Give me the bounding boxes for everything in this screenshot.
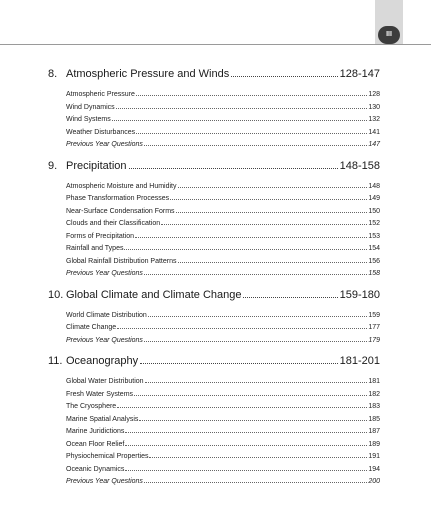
toc-entry[interactable] — [66, 391, 380, 404]
dot-leader — [117, 407, 367, 408]
entry-page: 130 — [368, 103, 380, 111]
toc-entry[interactable] — [66, 141, 380, 154]
entry-label: Physiochemical Properties — [66, 453, 149, 460]
chapter-heading[interactable] — [48, 289, 380, 308]
entry-label: World Climate Distribution — [66, 311, 147, 319]
entry-list — [66, 183, 380, 283]
page-number-badge: III — [378, 26, 400, 44]
entry-label: Ocean Floor Relief — [66, 440, 125, 448]
toc-entry[interactable] — [66, 104, 380, 117]
entry-list — [66, 312, 380, 350]
entry-label: Atmospheric Pressure — [66, 91, 135, 98]
chapter-number: 11. — [48, 355, 63, 367]
toc-entry[interactable] — [66, 378, 380, 391]
entry-page: 159 — [368, 311, 380, 319]
chapter-title: Oceanography — [66, 355, 139, 367]
toc-entry[interactable] — [66, 403, 380, 416]
entry-page: 156 — [368, 257, 380, 265]
entry-page: 179 — [368, 336, 380, 344]
toc-entry[interactable] — [66, 208, 380, 221]
dot-leader — [178, 262, 368, 263]
entry-page: 149 — [368, 195, 380, 202]
entry-page: 187 — [368, 428, 380, 435]
dot-leader — [136, 133, 367, 134]
entry-page: 153 — [368, 232, 380, 240]
entry-page: 152 — [368, 220, 380, 227]
entry-label: Previous Year Questions — [66, 478, 143, 485]
dot-leader — [125, 432, 367, 433]
chapter-section — [48, 355, 380, 491]
entry-label: Previous Year Questions — [66, 270, 143, 277]
entry-label: Previous Year Questions — [66, 141, 143, 148]
dot-leader — [116, 108, 368, 109]
entry-label: Marine Spatial Analysis — [66, 415, 139, 423]
chapter-page-range: 159-180 — [339, 288, 380, 301]
dot-leader — [125, 445, 367, 446]
toc-entry[interactable] — [66, 183, 380, 196]
entry-list — [66, 378, 380, 491]
toc-entry[interactable] — [66, 428, 380, 441]
chapter-number: 8. — [48, 68, 58, 80]
toc-entry[interactable] — [66, 220, 380, 233]
entry-label: The Cryosphere — [66, 403, 117, 410]
toc-entry[interactable] — [66, 324, 380, 337]
entry-label: Rainfall and Types — [66, 245, 124, 252]
toc-entry[interactable] — [66, 478, 380, 491]
entry-page: 177 — [368, 324, 380, 331]
dot-leader — [148, 316, 368, 317]
dot-leader — [144, 145, 367, 146]
toc-entry[interactable] — [66, 233, 380, 246]
entry-label: Marine Juridictions — [66, 428, 125, 435]
entry-page: 182 — [368, 390, 380, 398]
toc-entry[interactable] — [66, 91, 380, 104]
dot-leader — [144, 482, 367, 483]
entry-label: Atmospheric Moisture and Humidity — [66, 182, 177, 190]
toc-entry[interactable] — [66, 453, 380, 466]
dot-leader — [135, 237, 367, 238]
toc-entry[interactable] — [66, 245, 380, 258]
entry-label: Previous Year Questions — [66, 336, 143, 344]
entry-list — [66, 91, 380, 154]
table-of-contents — [48, 68, 380, 497]
dot-leader — [144, 341, 367, 342]
dot-leader — [125, 470, 367, 471]
entry-page: 189 — [368, 440, 380, 448]
entry-page: 200 — [368, 478, 380, 485]
chapter-title: Global Climate and Climate Change — [66, 288, 242, 301]
dot-leader — [231, 76, 337, 77]
entry-label: Clouds and their Classification — [66, 220, 161, 227]
entry-page: 158 — [368, 270, 380, 277]
chapter-heading[interactable] — [48, 68, 380, 87]
entry-label: Climate Change — [66, 324, 117, 331]
entry-label: Wind Dynamics — [66, 103, 115, 111]
dot-leader — [243, 297, 337, 298]
chapter-heading[interactable] — [48, 160, 380, 179]
entry-label: Global Water Distribution — [66, 378, 144, 385]
entry-page: 128 — [368, 91, 380, 98]
dot-leader — [176, 212, 368, 213]
entry-label: Oceanic Dynamics — [66, 465, 125, 473]
entry-page: 185 — [368, 415, 380, 423]
entry-page: 132 — [368, 116, 380, 123]
toc-entry[interactable] — [66, 270, 380, 283]
toc-entry[interactable] — [66, 258, 380, 271]
dot-leader — [178, 187, 368, 188]
dot-leader — [136, 95, 367, 96]
toc-entry[interactable] — [66, 416, 380, 429]
chapter-title: Precipitation — [66, 159, 127, 172]
entry-label: Global Rainfall Distribution Patterns — [66, 257, 177, 265]
dot-leader — [161, 224, 367, 225]
dot-leader — [134, 395, 367, 396]
toc-entry[interactable] — [66, 466, 380, 479]
chapter-number: 9. — [48, 159, 58, 172]
dot-leader — [140, 363, 337, 364]
chapter-section — [48, 289, 380, 350]
chapter-section — [48, 68, 380, 154]
entry-label: Fresh Water Systems — [66, 390, 134, 398]
entry-label: Wind Systems — [66, 116, 111, 123]
chapter-title: Atmospheric Pressure and Winds — [66, 68, 230, 80]
entry-page: 183 — [368, 403, 380, 410]
chapter-page-range: 181-201 — [339, 355, 380, 367]
chapter-number: 10. — [48, 288, 64, 301]
dot-leader — [129, 168, 338, 169]
toc-entry[interactable] — [66, 195, 380, 208]
entry-page: 191 — [368, 453, 380, 460]
toc-entry[interactable] — [66, 116, 380, 129]
chapter-section — [48, 160, 380, 283]
chapter-page-range: 148-158 — [339, 159, 380, 172]
entry-page: 147 — [368, 141, 380, 148]
dot-leader — [124, 249, 367, 250]
toc-entry[interactable] — [66, 129, 380, 142]
entry-page: 150 — [368, 207, 380, 215]
dot-leader — [112, 120, 368, 121]
chapter-page-range: 128-147 — [339, 68, 380, 80]
entry-page: 148 — [368, 182, 380, 190]
header-rule — [0, 44, 431, 45]
entry-page: 194 — [368, 465, 380, 473]
dot-leader — [149, 457, 367, 458]
entry-label: Forms of Precipitation — [66, 232, 135, 240]
toc-entry[interactable] — [66, 312, 380, 325]
entry-label: Near-Surface Condensation Forms — [66, 207, 175, 215]
entry-label: Weather Disturbances — [66, 128, 136, 136]
entry-page: 141 — [368, 128, 380, 136]
dot-leader — [117, 328, 367, 329]
dot-leader — [144, 274, 367, 275]
toc-entry[interactable] — [66, 337, 380, 350]
dot-leader — [170, 199, 367, 200]
dot-leader — [139, 420, 367, 421]
entry-page: 181 — [368, 378, 380, 385]
entry-page: 154 — [368, 245, 380, 252]
chapter-heading[interactable] — [48, 355, 380, 374]
toc-entry[interactable] — [66, 441, 380, 454]
entry-label: Phase Transformation Processes — [66, 195, 170, 202]
dot-leader — [145, 382, 368, 383]
